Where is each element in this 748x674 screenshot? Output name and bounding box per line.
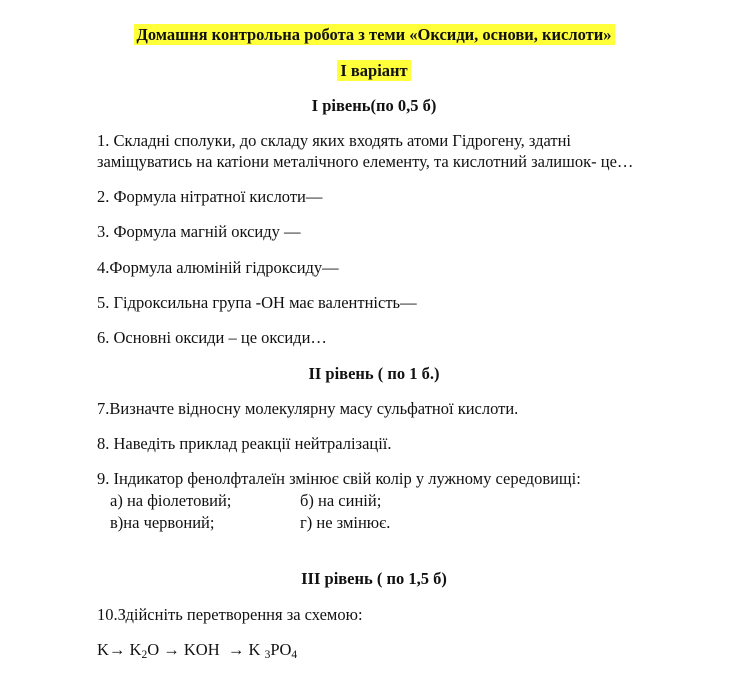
question-7: 7.Визначте відносну молекулярну масу сульфатної кислоти.: [97, 399, 519, 418]
page-title: [0, 25, 748, 45]
scheme-k3po4-subscript-3: 3: [264, 649, 271, 661]
variant-title-text: I варіант: [337, 60, 410, 81]
level2-heading: II рівень ( по 1 б.): [308, 364, 440, 383]
question-1-line-1: 1. Складні сполуки, до складу яких входять атоми Гідрогену, здатні: [97, 131, 571, 150]
question-6: 6. Основні оксиди – це оксиди…: [97, 328, 327, 347]
page-title-text: Домашня контрольна робота з теми «Оксиди, основи, кислоти»: [134, 24, 615, 45]
question-1-line-2: заміщуватись на катіони металічного елементу, та кислотний залишок- це…: [97, 152, 634, 171]
question-9-options-row-1: [110, 491, 510, 511]
scheme-koh: KOH: [183, 640, 220, 659]
question-8: 8. Наведіть приклад реакції нейтралізації.: [97, 434, 392, 453]
option-a: а) на фіолетовий;: [110, 491, 232, 510]
scheme-arrow-1: →: [108, 640, 130, 659]
question-10: 10.Здійсніть перетворення за схемою:: [97, 605, 363, 624]
option-b: б) на синій;: [300, 491, 382, 510]
option-c: в)на червоний;: [110, 513, 215, 532]
scheme-k2o-o: O: [147, 640, 160, 659]
scheme-k3po4-po: PO: [270, 640, 292, 659]
question-4: 4.Формула алюміній гідроксиду—: [97, 258, 339, 277]
question-2: 2. Формула нітратної кислоти—: [97, 187, 323, 206]
transformation-scheme: [97, 640, 297, 665]
level1-heading: I рівень(по 0,5 б): [311, 96, 437, 115]
scheme-k2o-subscript: 2: [141, 649, 148, 661]
variant-title: [0, 61, 748, 81]
question-5: 5. Гідроксильна група -ОН має валентність—: [97, 293, 417, 312]
scheme-k2o-k: K: [129, 640, 142, 659]
scheme-k: K: [97, 640, 109, 659]
level3-heading: III рівень ( по 1,5 б): [301, 569, 447, 588]
scheme-k3po4-k: K: [248, 640, 265, 659]
scheme-k3po4-subscript-4: 4: [291, 649, 298, 661]
question-9-options-row-2: [110, 513, 510, 533]
scheme-arrow-2: →: [159, 640, 184, 659]
question-9: 9. Індикатор фенолфталеїн змінює свій колір у лужному середовищі:: [97, 469, 581, 488]
question-3: 3. Формула магній оксиду —: [97, 222, 301, 241]
scheme-arrow-3: →: [219, 640, 249, 659]
option-d: г) не змінює.: [300, 513, 391, 532]
